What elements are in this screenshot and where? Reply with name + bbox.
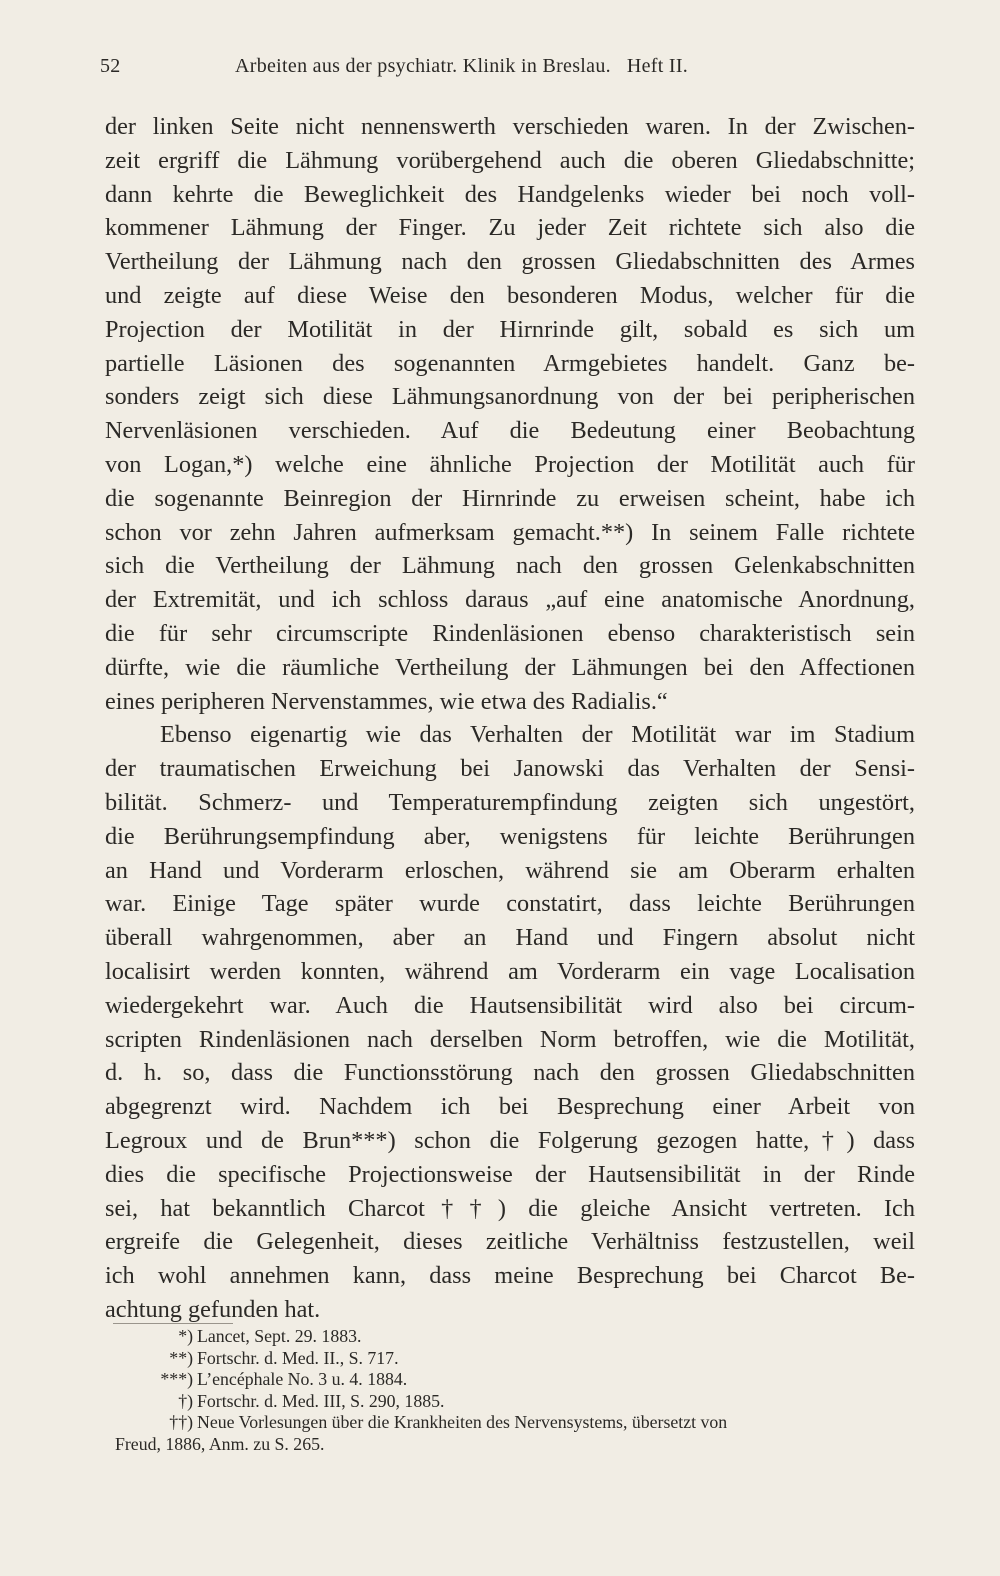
text-line: und zeigte auf diese Weise den besonderen Modus, welcher für die [105, 281, 915, 309]
text-line: scripten Rindenläsionen nach derselben Norm betroffen, wie die Motilität, [105, 1025, 915, 1053]
text-line: eines peripheren Nervenstammes, wie etwa des Radialis.“ [105, 687, 668, 715]
text-line: bilität. Schmerz- und Temperaturempfindung zeigten sich ungestört, [105, 788, 915, 816]
main-text [105, 110, 915, 1327]
footnote-text: Fortschr. d. Med. III, S. 290, 1885. [197, 1390, 445, 1411]
text-line: ich wohl annehmen kann, dass meine Besprechung bei Charcot Be- [105, 1262, 915, 1290]
text-line: von Logan,*) welche eine ähnliche Projection der Motilität auch für [105, 450, 915, 478]
text-line: der Extremität, und ich schloss daraus „auf eine anatomische Anordnung, [105, 586, 915, 614]
footnote [105, 1391, 915, 1413]
text-line: sonders zeigt sich diese Lähmungsanordnung von der bei peripherischen [105, 383, 915, 411]
running-title: Arbeiten aus der psychiatr. Klinik in Breslau. Heft II. [235, 55, 689, 77]
text-line: Projection der Motilität in der Hirnrinde gilt, sobald es sich um [105, 315, 915, 343]
text-line: Vertheilung der Lähmung nach den grossen Gliedabschnitten des Armes [105, 248, 915, 276]
footnote-text: Lancet, Sept. 29. 1883. [197, 1326, 362, 1346]
footnote-mark: *) [178, 1326, 193, 1346]
footnote-mark: ††) [169, 1412, 193, 1433]
text-line: Nervenläsionen verschieden. Auf die Bedeutung einer Beobachtung [105, 417, 915, 445]
footnote [105, 1326, 915, 1348]
text-line: war. Einige Tage später wurde constatirt, dass leichte Berührungen [105, 890, 915, 918]
page-number: 52 [100, 55, 121, 77]
footnotes [105, 1326, 915, 1456]
text-line: überall wahrgenommen, aber an Hand und Fingern absolut nicht [105, 924, 915, 952]
text-line: dies die specifische Projectionsweise der Hautsensibilität in der Rinde [105, 1160, 915, 1188]
footnote-mark: †) [178, 1390, 193, 1411]
footnote-continuation: Freud, 1886, Anm. zu S. 265. [115, 1433, 325, 1454]
text-line: sich die Vertheilung der Lähmung nach den grossen Gelenkabschnitten [105, 552, 915, 580]
footnote [105, 1348, 915, 1370]
text-line: ergreife die Gelegenheit, dieses zeitliche Verhältniss festzustellen, weil [105, 1228, 915, 1256]
footnote-text: L’encéphale No. 3 u. 4. 1884. [197, 1369, 408, 1390]
text-line: dann kehrte die Beweglichkeit des Handgelenks wieder bei noch voll- [105, 180, 915, 208]
text-line: achtung gefunden hat. [105, 1295, 321, 1323]
footnote-text: Neue Vorlesungen über die Krankheiten des Nervensystems, übersetzt von [197, 1412, 728, 1433]
footnote [105, 1369, 915, 1391]
footnote [105, 1412, 915, 1434]
text-line: an Hand und Vorderarm erloschen, während sie am Oberarm erhalten [105, 856, 915, 884]
text-line: wiedergekehrt war. Auch die Hautsensibilität wird also bei circum- [105, 991, 915, 1019]
paragraph-2 [105, 718, 915, 1326]
footnote-rule [113, 1323, 233, 1324]
footnote-mark: **) [169, 1347, 193, 1368]
text-line: der traumatischen Erweichung bei Janowski das Verhalten der Sensi- [105, 755, 915, 783]
text-line: abgegrenzt wird. Nachdem ich bei Besprechung einer Arbeit von [105, 1093, 915, 1121]
text-line: Legroux und de Brun***) schon die Folgerung gezogen hatte,†) dass [105, 1126, 915, 1154]
text-line: zeit ergriff die Lähmung vorübergehend auch die oberen Gliedabschnitte; [105, 146, 915, 174]
text-line: localisirt werden konnten, während am Vorderarm ein vage Localisation [105, 957, 915, 985]
text-line: sei, hat bekanntlich Charcot††) die gleiche Ansicht vertreten. Ich [105, 1194, 915, 1222]
text-line: Ebenso eigenartig wie das Verhalten der Motilität war im Stadium [160, 721, 915, 749]
footnote-mark: ***) [160, 1369, 193, 1390]
text-line: d. h. so, dass die Functionsstörung nach den grossen Gliedabschnitten [105, 1059, 915, 1087]
text-line: schon vor zehn Jahren aufmerksam gemacht.**) In seinem Falle richtete [105, 518, 915, 546]
footnote-text: Fortschr. d. Med. II., S. 717. [197, 1347, 399, 1368]
text-line: dürfte, wie die räumliche Vertheilung der Lähmungen bei den Affectionen [105, 653, 915, 681]
text-line: die Berührungsempfindung aber, wenigstens für leichte Berührungen [105, 822, 915, 850]
paragraph-1 [105, 110, 915, 718]
text-line: kommener Lähmung der Finger. Zu jeder Zeit richtete sich also die [105, 214, 915, 242]
text-line: der linken Seite nicht nennenswerth verschieden waren. In der Zwischen- [105, 113, 915, 140]
text-line: partielle Läsionen des sogenannten Armgebietes handelt. Ganz be- [105, 349, 915, 377]
text-line: die sogenannte Beinregion der Hirnrinde zu erweisen scheint, habe ich [105, 484, 915, 512]
text-line: die für sehr circumscripte Rindenläsionen ebenso charakteristisch sein [105, 619, 915, 647]
